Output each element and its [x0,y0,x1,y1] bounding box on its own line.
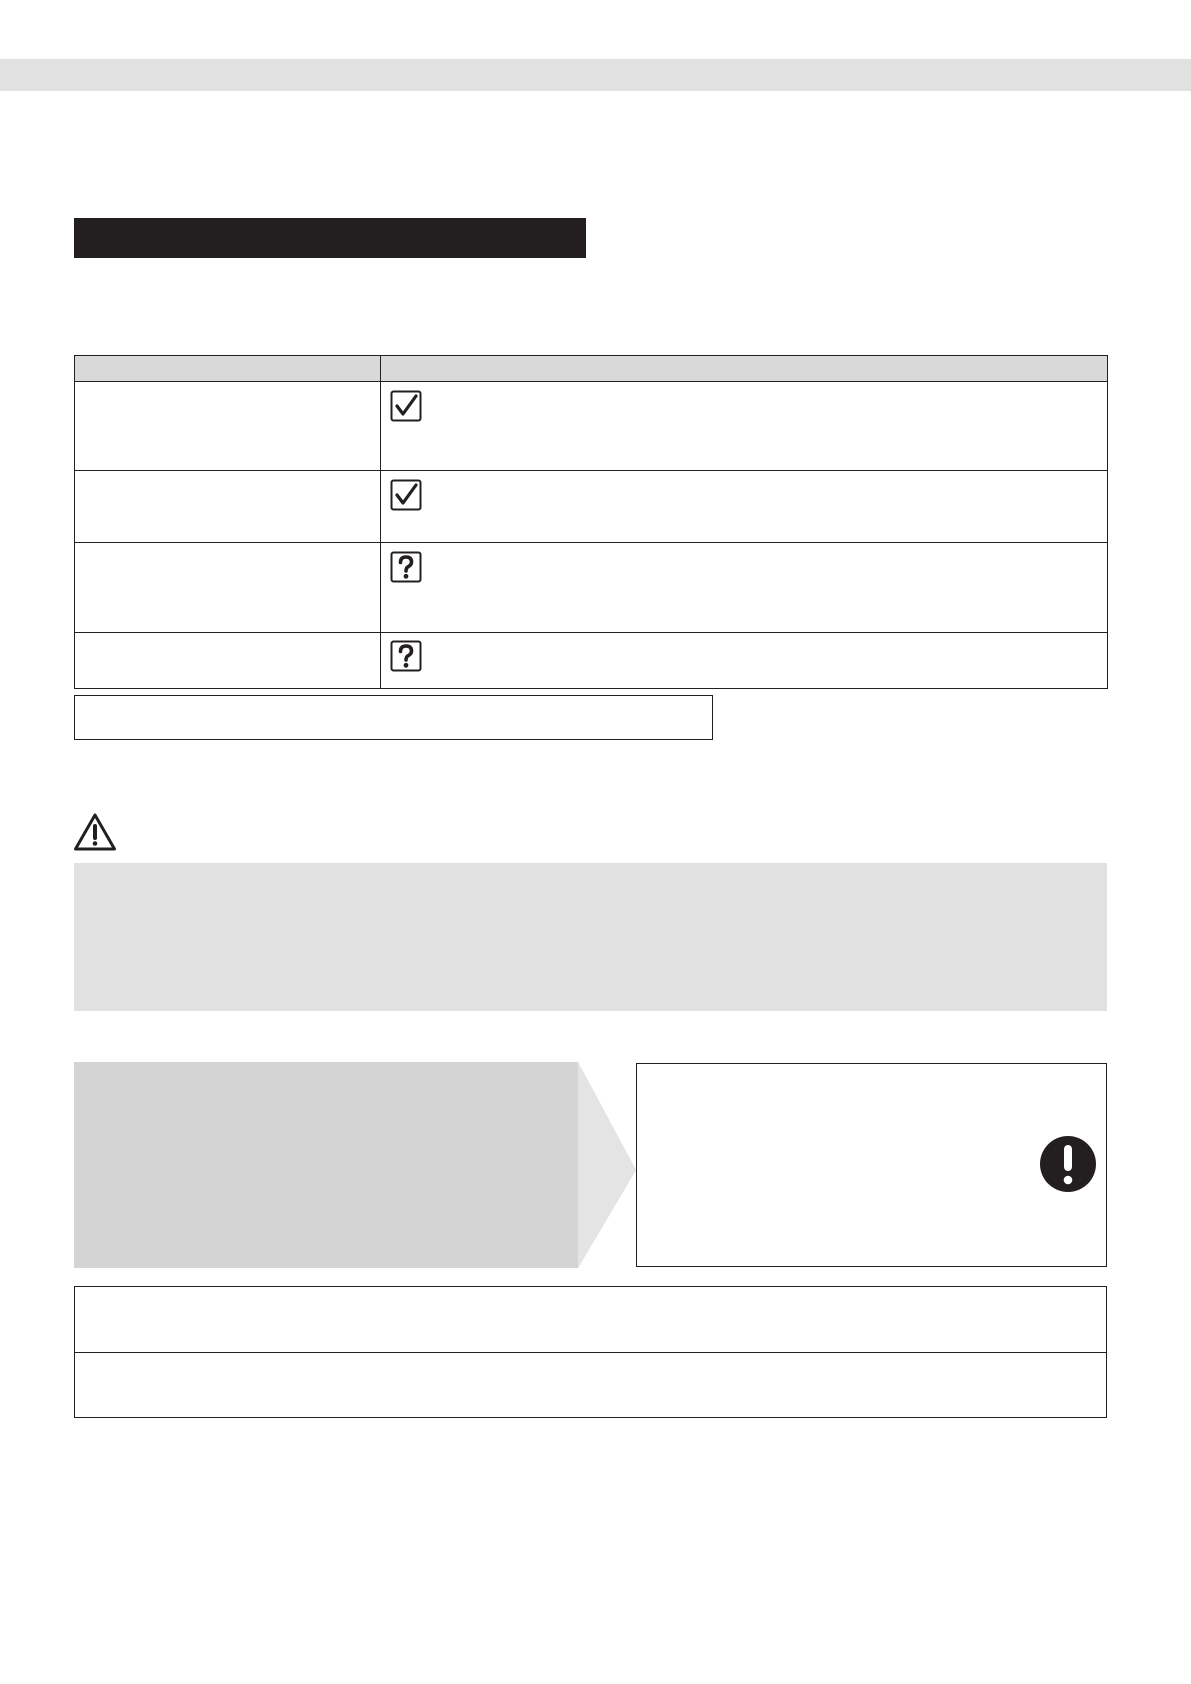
warning-triangle-icon [73,812,117,852]
warning-panel [74,863,1107,1011]
bottom-row [75,1352,1106,1417]
row-description [381,511,1107,527]
table-header-cell [75,356,381,382]
checkbox-check-icon [390,390,422,422]
row-description [381,583,1107,599]
table-row [75,471,1108,543]
row-description [381,672,1107,688]
note-box [74,695,713,740]
table-row [75,543,1108,633]
row-label [75,382,380,398]
row-description [381,422,1107,438]
checkbox-check-icon [390,479,422,511]
table-row [75,382,1108,471]
row-label [75,471,380,487]
table-header-cell [381,356,1108,382]
row-label [75,543,380,559]
row-label [75,633,380,649]
page-header-band [0,59,1191,91]
table-row [75,633,1108,689]
section-title-bar [74,218,586,258]
step-result-box [636,1063,1107,1267]
symbols-table [74,355,1108,689]
step-arrow-panel [74,1062,636,1268]
question-box-icon [390,640,422,672]
table-header-row [75,356,1108,382]
question-box-icon [390,551,422,583]
bottom-row [75,1287,1106,1352]
bottom-table [74,1286,1107,1418]
mandatory-exclamation-icon [1039,1135,1097,1193]
